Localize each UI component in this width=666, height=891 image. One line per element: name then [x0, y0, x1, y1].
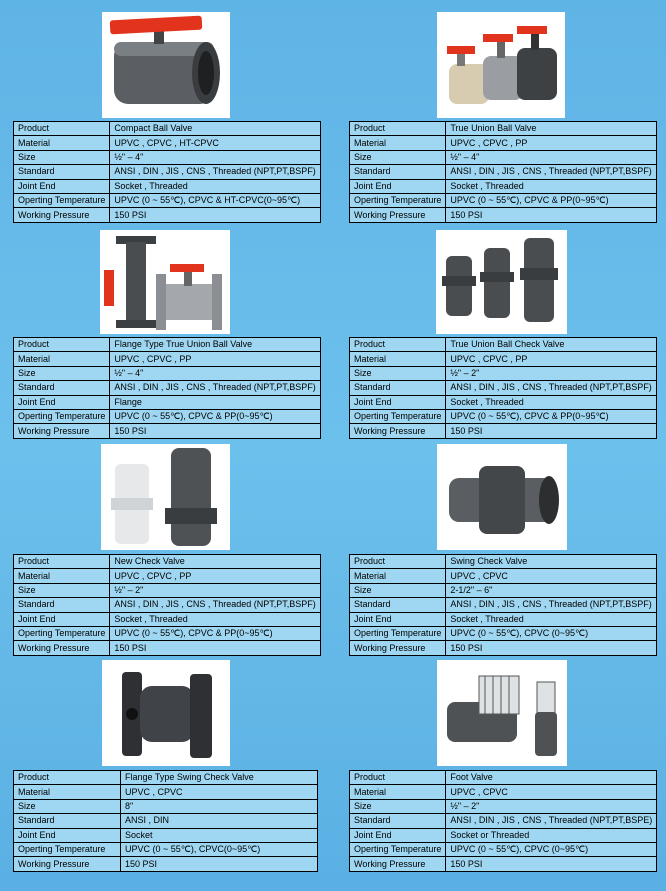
- spec-value-material: UPVC , CPVC , PP: [446, 352, 656, 366]
- spec-label-size: Size: [350, 799, 446, 813]
- spec-value-joint-end: Socket or Threaded: [446, 828, 657, 842]
- spec-value-size: ½" – 2": [110, 583, 320, 597]
- spec-label-standard: Standard: [350, 165, 446, 179]
- spec-value-pressure: 150 PSI: [446, 424, 656, 438]
- spec-label-size: Size: [14, 799, 121, 813]
- spec-value-product: New Check Valve: [110, 555, 320, 569]
- spec-value-material: UPVC , CPVC: [446, 785, 657, 799]
- spec-value-size: ½" – 4": [446, 150, 656, 164]
- flange-true-union-ball-valve-photo: [100, 230, 230, 334]
- spec-label-temperature: Operting Temperature: [350, 626, 446, 640]
- spec-label-size: Size: [14, 583, 110, 597]
- spec-value-temperature: UPVC (0 ~ 55℃), CPVC & HT-CPVC(0~95℃): [110, 193, 320, 207]
- spec-value-temperature: UPVC (0 ~ 55℃), CPVC (0~95℃): [446, 626, 656, 640]
- spec-label-temperature: Operting Temperature: [350, 409, 446, 423]
- spec-label-joint-end: Joint End: [350, 179, 446, 193]
- spec-label-joint-end: Joint End: [14, 179, 110, 193]
- spec-value-pressure: 150 PSI: [446, 857, 657, 871]
- spec-value-joint-end: Flange: [110, 395, 320, 409]
- spec-value-standard: ANSI , DIN , JIS , CNS , Threaded (NPT,PT,BSPE): [446, 814, 657, 828]
- spec-label-pressure: Working Pressure: [350, 857, 446, 871]
- foot-valve-spec-table: [349, 770, 657, 872]
- spec-label-joint-end: Joint End: [350, 395, 446, 409]
- spec-value-size: ½" – 2": [446, 366, 656, 380]
- true-union-ball-check-valve-photo: [436, 230, 567, 334]
- spec-value-pressure: 150 PSI: [446, 208, 656, 222]
- compact-ball-valve-spec-table: [13, 121, 321, 223]
- true-union-ball-check-valve-spec-table: [349, 337, 657, 439]
- spec-value-temperature: UPVC (0 ~ 55℃), CPVC & PP(0~95℃): [110, 626, 320, 640]
- spec-value-product: Swing Check Valve: [446, 555, 656, 569]
- spec-label-pressure: Working Pressure: [14, 424, 110, 438]
- spec-value-joint-end: Socket , Threaded: [446, 395, 656, 409]
- spec-value-standard: ANSI , DIN , JIS , CNS , Threaded (NPT,PT,BSPF): [110, 381, 320, 395]
- spec-value-joint-end: Socket , Threaded: [110, 612, 320, 626]
- spec-value-pressure: 150 PSI: [121, 857, 318, 871]
- spec-label-standard: Standard: [14, 165, 110, 179]
- spec-label-joint-end: Joint End: [350, 612, 446, 626]
- true-union-ball-valve-photo: [437, 12, 565, 118]
- spec-value-joint-end: Socket , Threaded: [446, 612, 656, 626]
- spec-label-material: Material: [350, 785, 446, 799]
- spec-label-product: Product: [14, 771, 121, 785]
- spec-value-size: ½" – 4": [110, 366, 320, 380]
- spec-label-pressure: Working Pressure: [14, 857, 121, 871]
- spec-label-standard: Standard: [14, 598, 110, 612]
- spec-label-temperature: Operting Temperature: [350, 193, 446, 207]
- spec-label-standard: Standard: [350, 598, 446, 612]
- spec-label-product: Product: [14, 555, 110, 569]
- spec-label-size: Size: [14, 150, 110, 164]
- spec-label-standard: Standard: [350, 814, 446, 828]
- spec-label-joint-end: Joint End: [14, 612, 110, 626]
- spec-value-product: True Union Ball Check Valve: [446, 338, 656, 352]
- swing-check-valve-photo: [437, 444, 567, 550]
- spec-value-standard: ANSI , DIN: [121, 814, 318, 828]
- spec-value-standard: ANSI , DIN , JIS , CNS , Threaded (NPT,PT,BSPF): [110, 598, 320, 612]
- spec-label-standard: Standard: [350, 381, 446, 395]
- spec-value-standard: ANSI , DIN , JIS , CNS , Threaded (NPT,PT,BSPF): [110, 165, 320, 179]
- spec-label-pressure: Working Pressure: [350, 208, 446, 222]
- spec-label-material: Material: [14, 136, 110, 150]
- spec-label-pressure: Working Pressure: [350, 424, 446, 438]
- spec-value-material: UPVC , CPVC , PP: [110, 352, 320, 366]
- compact-ball-valve-photo: [102, 12, 230, 118]
- spec-value-pressure: 150 PSI: [110, 424, 320, 438]
- spec-label-temperature: Operting Temperature: [14, 193, 110, 207]
- spec-label-size: Size: [14, 366, 110, 380]
- spec-value-temperature: UPVC (0 ~ 55℃), CPVC & PP(0~95℃): [446, 409, 656, 423]
- flange-swing-check-valve-photo: [102, 660, 230, 766]
- spec-label-temperature: Operting Temperature: [14, 842, 121, 856]
- new-check-valve-spec-table: [13, 554, 321, 656]
- spec-label-material: Material: [350, 136, 446, 150]
- spec-label-pressure: Working Pressure: [14, 641, 110, 655]
- spec-value-product: Flange Type True Union Ball Valve: [110, 338, 320, 352]
- spec-value-temperature: UPVC (0 ~ 55℃), CPVC (0~95℃): [446, 842, 657, 856]
- spec-value-product: Compact Ball Valve: [110, 122, 320, 136]
- spec-value-material: UPVC , CPVC: [446, 569, 656, 583]
- flange-true-union-ball-valve-spec-table: [13, 337, 321, 439]
- new-check-valve-photo: [101, 444, 230, 550]
- spec-label-joint-end: Joint End: [350, 828, 446, 842]
- spec-label-material: Material: [14, 569, 110, 583]
- spec-label-standard: Standard: [14, 381, 110, 395]
- spec-label-material: Material: [14, 785, 121, 799]
- spec-label-size: Size: [350, 366, 446, 380]
- spec-value-product: Foot Valve: [446, 771, 657, 785]
- spec-label-temperature: Operting Temperature: [14, 409, 110, 423]
- spec-label-temperature: Operting Temperature: [350, 842, 446, 856]
- spec-value-standard: ANSI , DIN , JIS , CNS , Threaded (NPT,PT,BSPF): [446, 381, 656, 395]
- spec-label-product: Product: [350, 122, 446, 136]
- spec-label-pressure: Working Pressure: [350, 641, 446, 655]
- spec-value-joint-end: Socket: [121, 828, 318, 842]
- spec-value-pressure: 150 PSI: [110, 208, 320, 222]
- spec-label-product: Product: [350, 555, 446, 569]
- spec-value-size: 2-1/2" – 6": [446, 583, 656, 597]
- spec-value-temperature: UPVC (0 ~ 55℃), CPVC & PP(0~95℃): [110, 409, 320, 423]
- spec-label-material: Material: [14, 352, 110, 366]
- spec-label-temperature: Operting Temperature: [14, 626, 110, 640]
- spec-value-size: ½" – 2": [446, 799, 657, 813]
- true-union-ball-valve-spec-table: [349, 121, 657, 223]
- spec-label-pressure: Working Pressure: [14, 208, 110, 222]
- flange-swing-check-valve-spec-table: [13, 770, 318, 872]
- spec-value-pressure: 150 PSI: [446, 641, 656, 655]
- spec-value-material: UPVC , CPVC , PP: [446, 136, 656, 150]
- spec-label-joint-end: Joint End: [14, 395, 110, 409]
- spec-label-standard: Standard: [14, 814, 121, 828]
- spec-value-standard: ANSI , DIN , JIS , CNS , Threaded (NPT,PT,BSPF): [446, 598, 656, 612]
- spec-value-size: 8": [121, 799, 318, 813]
- spec-label-material: Material: [350, 352, 446, 366]
- spec-value-material: UPVC , CPVC , PP: [110, 569, 320, 583]
- swing-check-valve-spec-table: [349, 554, 657, 656]
- foot-valve-photo: [437, 660, 567, 766]
- spec-value-temperature: UPVC (0 ~ 55℃), CPVC & PP(0~95℃): [446, 193, 656, 207]
- spec-value-temperature: UPVC (0 ~ 55℃), CPVC(0~95℃): [121, 842, 318, 856]
- spec-value-material: UPVC , CPVC , HT-CPVC: [110, 136, 320, 150]
- spec-label-product: Product: [14, 338, 110, 352]
- spec-label-product: Product: [14, 122, 110, 136]
- spec-value-pressure: 150 PSI: [110, 641, 320, 655]
- spec-label-size: Size: [350, 583, 446, 597]
- spec-value-joint-end: Socket , Threaded: [110, 179, 320, 193]
- spec-value-product: Flange Type Swing Check Valve: [121, 771, 318, 785]
- spec-value-material: UPVC , CPVC: [121, 785, 318, 799]
- spec-label-product: Product: [350, 771, 446, 785]
- spec-label-material: Material: [350, 569, 446, 583]
- spec-value-joint-end: Socket , Threaded: [446, 179, 656, 193]
- spec-label-size: Size: [350, 150, 446, 164]
- spec-label-joint-end: Joint End: [14, 828, 121, 842]
- spec-value-product: True Union Ball Valve: [446, 122, 656, 136]
- spec-value-standard: ANSI , DIN , JIS , CNS , Threaded (NPT,PT,BSPF): [446, 165, 656, 179]
- spec-label-product: Product: [350, 338, 446, 352]
- spec-value-size: ½" – 4": [110, 150, 320, 164]
